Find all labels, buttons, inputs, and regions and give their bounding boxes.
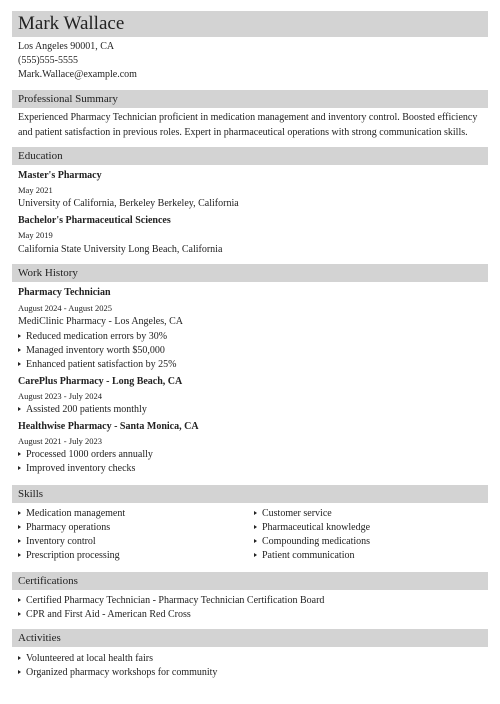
skill-item: Medication management — [18, 507, 125, 521]
summary-title: Professional Summary — [18, 93, 118, 105]
certifications-title: Certifications — [18, 575, 78, 587]
skill-item: Compounding medications — [254, 535, 370, 549]
job-dates: August 2021 - July 2023 — [18, 436, 103, 446]
list-item: Organized pharmacy workshops for community — [18, 666, 217, 680]
job-employer: MediClinic Pharmacy - Los Angeles, CA — [18, 316, 183, 327]
skill-item: Pharmacy operations — [18, 521, 110, 535]
education-date: May 2021 — [18, 185, 53, 195]
skill-item: Inventory control — [18, 535, 96, 549]
education-degree: Master's Pharmacy — [18, 170, 102, 181]
skills-section-header — [12, 485, 488, 503]
job-dates: August 2023 - July 2024 — [18, 391, 103, 401]
activities-section-header — [12, 629, 488, 647]
job-title: Pharmacy Technician — [18, 287, 111, 298]
summary-text: Experienced Pharmacy Technician proficient in medication management and inventory control. Boosted efficiency and patient satisfaction in previous roles. Expert in pharmaceutical operations with strong communication skills. — [18, 112, 478, 138]
contact-email: Mark.Wallace@example.com — [18, 69, 137, 80]
skill-item: Patient communication — [254, 549, 354, 563]
contact-phone: (555)555-5555 — [18, 55, 78, 66]
job-title: CarePlus Pharmacy - Long Beach, CA — [18, 376, 183, 387]
education-school: California State University Long Beach, California — [18, 244, 223, 255]
skill-item: Customer service — [254, 507, 332, 521]
candidate-name: Mark Wallace — [18, 13, 125, 34]
activities-title: Activities — [18, 632, 61, 644]
education-section-header — [12, 147, 488, 165]
list-item: Assisted 200 patients monthly — [18, 403, 147, 417]
list-item: CPR and First Aid - American Red Cross — [18, 608, 191, 622]
education-date: May 2019 — [18, 230, 53, 240]
job-title: Healthwise Pharmacy - Santa Monica, CA — [18, 421, 199, 432]
certifications-section-header — [12, 572, 488, 590]
work-title: Work History — [18, 267, 78, 279]
skills-title: Skills — [18, 488, 44, 500]
list-item: Enhanced patient satisfaction by 25% — [18, 358, 177, 372]
education-degree: Bachelor's Pharmaceutical Sciences — [18, 215, 171, 226]
job-dates: August 2024 - August 2025 — [18, 303, 112, 313]
education-school: University of California, Berkeley Berkeley, California — [18, 198, 239, 209]
list-item: Managed inventory worth $50,000 — [18, 344, 165, 358]
skill-item: Prescription processing — [18, 549, 120, 563]
work-section-header — [12, 264, 488, 282]
list-item: Processed 1000 orders annually — [18, 448, 153, 462]
education-title: Education — [18, 150, 63, 162]
summary-section-header — [12, 90, 488, 108]
contact-address: Los Angeles 90001, CA — [18, 41, 115, 52]
name-header-bar — [12, 11, 488, 37]
list-item: Certified Pharmacy Technician - Pharmacy Technician Certification Board — [18, 594, 324, 608]
list-item: Volunteered at local health fairs — [18, 652, 153, 666]
skill-item: Pharmaceutical knowledge — [254, 521, 370, 535]
list-item: Improved inventory checks — [18, 462, 135, 476]
list-item: Reduced medication errors by 30% — [18, 330, 167, 344]
